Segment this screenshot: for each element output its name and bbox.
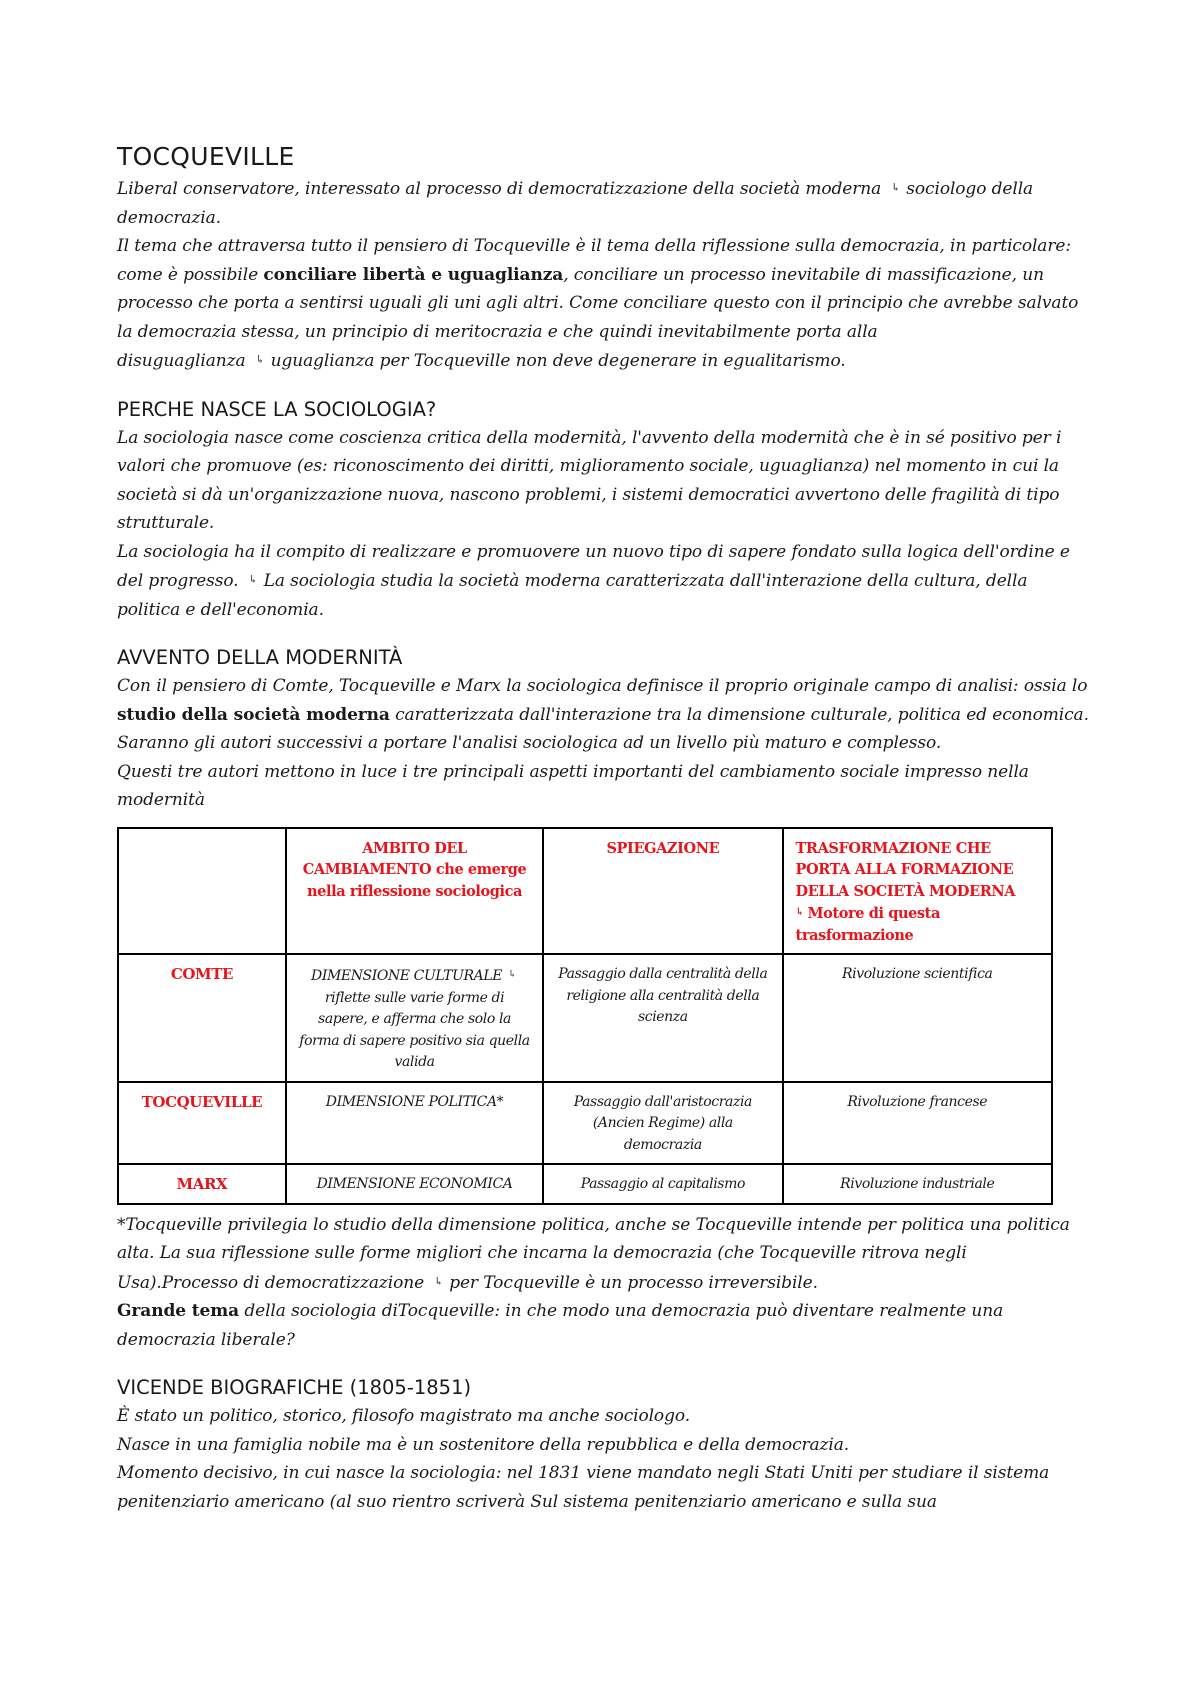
intro-text-2 (117, 232, 1090, 376)
intro-text-1b: sociologo della democrazia. (117, 179, 1034, 228)
section-heading-biografia: VICENDE BIOGRAFICHE (1805-1851) (117, 1376, 472, 1399)
table-row-author: MARX (118, 1164, 286, 1204)
section2-text-2: Saranno gli autori successivi a portare l'analisi sociologica ad un livello più maturo e complesso. (117, 733, 942, 753)
arrow-icon: ⁠↳ (434, 1274, 444, 1288)
section2-paragraph (117, 672, 1090, 815)
table-cell-spiegazione: Passaggio dall'aristocrazia (Ancien Regime) alla democrazia (543, 1082, 782, 1165)
table-row-author: TOCQUEVILLE (118, 1082, 286, 1165)
section2-text-1a: Con il pensiero di Comte, Tocqueville e Marx la sociologica definisce il proprio originale campo di analisi: ossia lo (117, 676, 1088, 696)
arrow-icon: ⁠↳ (255, 353, 265, 366)
section-heading-modernita: AVVENTO DELLA MODERNITÀ (117, 646, 403, 669)
intro-text-1a: Liberal conservatore, interessato al processo di democratizzazione della società moderna (117, 179, 882, 199)
intro-text-2a: Il tema che attraversa tutto il pensiero di Tocqueville è il tema della riflessione sulla democrazia, in particolare: come è possibile (117, 236, 1071, 285)
table-row (118, 1082, 1052, 1165)
table-header-empty (118, 828, 286, 955)
arrow-icon: ⁠↳ (795, 907, 804, 918)
arrow-icon: ⁠↳ (248, 573, 258, 586)
note-paragraph (117, 1211, 1090, 1355)
table-cell-ambito: DIMENSIONE ECONOMICA (286, 1164, 543, 1204)
section1-text-2a: La sociologia ha il compito di realizzare e promuovere un nuovo tipo di sapere fondato sulla logica dell'ordine e del progresso. (117, 541, 1070, 591)
section2-text-1b: caratterizzata dall'interazione tra la dimensione culturale, politica ed economica. (389, 704, 1089, 725)
table-cell-ambito-b: riflette sulle varie forme di sapere, e afferma che solo la forma di sapere positivo sia quella valida (299, 989, 530, 1070)
section3-text-1: È stato un politico, storico, filosofo magistrato ma anche sociologo. (117, 1406, 690, 1426)
table-row (118, 954, 1052, 1082)
intro-text-2c: uguaglianza per Tocqueville non deve degenerare in egualitarismo. (270, 351, 846, 371)
comparison-table (117, 827, 1053, 1205)
table-header-spiegazione: SPIEGAZIONE (543, 828, 782, 955)
document-title: TOCQUEVILLE (117, 142, 295, 171)
table-cell-trasformazione: Rivoluzione scientifica (783, 954, 1052, 1082)
arrow-icon: ⁠↳ (508, 969, 517, 980)
table-cell-spiegazione: Passaggio al capitalismo (543, 1164, 782, 1204)
table-cell-trasformazione: Rivoluzione francese (783, 1082, 1052, 1165)
note-text-2 (117, 1297, 1090, 1354)
intro-paragraph (117, 174, 1090, 376)
table-cell-ambito: DIMENSIONE POLITICA* (286, 1082, 543, 1165)
section3-paragraph (117, 1402, 1090, 1516)
section2-text-3: Questi tre autori mettono in luce i tre principali aspetti importanti del cambiamento sociale impresso nella modernità (117, 761, 1029, 810)
table-cell-spiegazione: Passaggio dalla centralità della religione alla centralità della scienza (543, 954, 782, 1082)
table-header-trasformazione-text: TRASFORMAZIONE CHE PORTA ALLA FORMAZIONE DELLA SOCIETÀ MODERNA (795, 839, 1016, 900)
section1-text-2b: La sociologia studia la società moderna caratterizzata dall'interazione della cultura, della politica e dell'economia. (117, 571, 1028, 620)
table-header-ambito: AMBITO DEL CAMBIAMENTO che emerge nella riflessione sociologica (286, 828, 543, 955)
table-row-author: COMTE (118, 954, 286, 1082)
note-text-1a: *Tocqueville privilegia lo studio della dimensione politica, anche se Tocqueville intende per politica una politica alta. La sua riflessione sulle forme migliori che incarna la democrazia (che Tocqueville ritrova negli Usa).Processo di democratizzazione (117, 1214, 1070, 1293)
section-heading-sociologia: PERCHE NASCE LA SOCIOLOGIA? (117, 397, 437, 421)
table-row (118, 1164, 1052, 1204)
table-header-motore-text: Motore di questa trasformazione (795, 905, 940, 944)
note-text-1b: per Tocqueville è un processo irreversibile. (449, 1272, 818, 1293)
table-header-trasformazione (783, 828, 1052, 955)
section2-text-1 (117, 672, 1090, 729)
section1-text-1: La sociologia nasce come coscienza critica della modernità, l'avvento della modernità che è in sé positivo per i valori che promuove (es: riconoscimento dei diritti, miglioramento sociale, uguaglianza) nel momento in cui la società si dà un'organizzazione nuova, nascono problemi, i sistemi democratici avvertono delle fragilità di tipo strutturale. (117, 427, 1062, 533)
note-text-2-rest: della sociologia diTocqueville: in che modo una democrazia può diventare realmente una democrazia liberale? (117, 1301, 1004, 1350)
arrow-icon: ⁠↳ (891, 181, 901, 194)
section1-paragraph (117, 424, 1090, 625)
section2-bold: studio della società moderna (117, 704, 390, 725)
table-header-row (118, 828, 1052, 955)
section3-text-3: Momento decisivo, in cui nasce la sociologia: nel 1831 viene mandato negli Stati Uniti per studiare il sistema penitenziario americano (al suo rientro scriverà Sul sistema penitenziario americano e sulla sua (117, 1463, 1050, 1512)
section3-text-2: Nasce in una famiglia nobile ma è un sostenitore della repubblica e della democrazia. (117, 1434, 850, 1455)
table-cell-ambito (286, 954, 543, 1082)
note-bold: Grande tema (117, 1301, 240, 1321)
intro-text-2b: , conciliare un processo inevitabile di massificazione, un processo che porta a sentirsi uguali gli uni agli altri. Come conciliare questo con il principio che avrebbe salvato la democrazia stessa, un principio di meritocrazia e che quindi inevitabilmente porta alla disuguaglianza (117, 264, 1079, 371)
table-cell-ambito-a: DIMENSIONE CULTURALE (311, 968, 503, 984)
intro-bold: conciliare libertà e uguaglianza (263, 264, 564, 285)
table-cell-trasformazione: Rivoluzione industriale (783, 1164, 1052, 1204)
